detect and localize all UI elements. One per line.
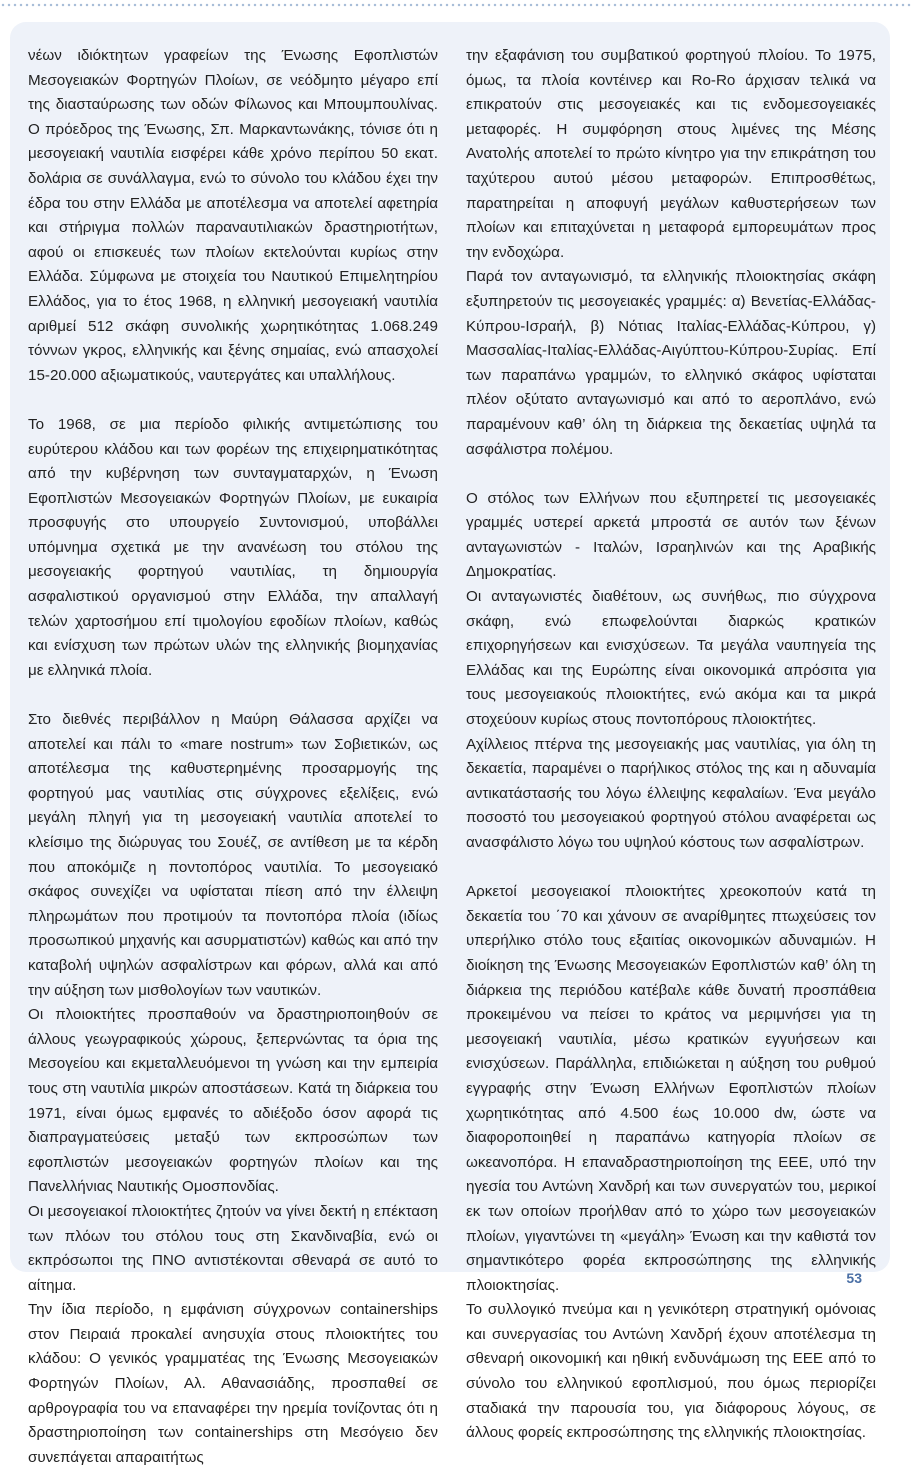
paragraph: νέων ιδιόκτητων γραφείων της Ένωσης Εφοπλιστών Μεσογειακών Φορτηγών Πλοίων, σε νεόδμητο μέγαρο επί της διασταύρωσης των οδών Φίλωνος και Μπουμπουλίνας. Ο πρόεδρος της Ένωσης, Σπ. Μαρκαντωνάκης, τόνισε ότι η μεσογειακή ναυτιλία εισφέρει κάθε χρόνο περίπου 50 εκατ. δολάρια σε συνάλλαγμα, ενώ το σύνολο του κλάδου έχει την έδρα του στην Ελλάδα με αποτέλεσμα να αποτελεί αφετηρία και στήριγμα πολλών παραναυτιλιακών δραστηριοτήτων, αφού οι επισκευές των πλοίων εκτελούνται κυρίως στην Ελλάδα. Σύμφωνα με στοιχεία του Ναυτικού Επιμελητηρίου Ελλάδος, για το έτος 1968, η ελληνική μεσογειακή ναυτιλία αριθμεί 512 σκάφη συνολικής χωρητικότητας 1.068.249 τόννων γκρος, ελληνικής και ξένης σημαίας, ενώ απασχολεί 15-20.000 αξιωματικούς, ναυτεργάτες και υπαλλήλους. — [28, 47, 438, 384]
paragraph: Το συλλογικό πνεύμα και η γενικότερη στρατηγική ομόνοιας και συνεργασίας του Αντώνη Χανδρή έχουν αποτέλεσμα τη σθεναρή οικονομική και ηθική ενδυνάμωση της ΕΕΕ από το σύνολο του ελληνικού εφοπλισμού, που όμως περιορίζει σταδιακά την παρουσία του, για διάφορους λόγους, σε άλλους φορείς εκπροσώπησης της ελληνικής πλοιοκτησίας. — [466, 1301, 876, 1442]
right-column — [466, 44, 876, 1446]
paragraph: Την ίδια περίοδο, η εμφάνιση σύγχρονων containerships στον Πειραιά προκαλεί ανησυχία στους πλοιοκτήτες του κλάδου: Ο γενικός γραμματέας της Ένωσης Μεσογειακών Φορτηγών Πλοίων, Αλ. Αθανασιάδης, προσπαθεί σε αρθρογραφία του να επαναφέρει την ηρεμία τονίζοντας ότι η δραστηριοποίηση των containerships στη Μεσόγειο δεν συνεπάγεται απαραιτήτως — [28, 1301, 438, 1466]
top-dotted-rule — [0, 3, 911, 7]
paragraph: Οι πλοιοκτήτες προσπαθούν να δραστηριοποιηθούν σε άλλους γεωγραφικούς χώρους, ξεπερνώντας τα όρια της Μεσογείου και εκμεταλλευόμενοι τη γνώση και την εμπειρία τους στη ναυτιλία μικρών αποστάσεων. Κατά τη διάρκεια του 1971, είναι όμως εμφανές το αδιέξοδο όσον αφορά τις διαπραγματεύσεις μεταξύ των εκπροσώπων των εφοπλιστών μεσογειακών φορτηγών πλοίων και της Πανελλήνιας Ναυτικής Ομοσπονδίας. — [28, 1006, 438, 1196]
left-column — [28, 44, 438, 1470]
paragraph: Οι ανταγωνιστές διαθέτουν, ως συνήθως, πιο σύγχρονα σκάφη, ενώ επωφελούνται διαρκώς κρατικών επιχορηγήσεων και ενισχύσεων. Τα μεγάλα ναυπηγεία της Ελλάδας και της Ευρώπης είναι οικονομικά απρόσιτα για τους μεσογειακούς πλοιοκτήτες, ενώ ακόμα και τα μικρά στοχεύουν κυρίως στους ποντοπόρους πλοιοκτήτες. — [466, 588, 876, 729]
paragraph: Το 1968, σε μια περίοδο φιλικής αντιμετώπισης του ευρύτερου κλάδου και των φορέων της επιχειρηματικότητας από την κυβέρνηση των συνταγματαρχών, η Ένωση Εφοπλιστών Μεσογειακών Φορτηγών Πλοίων, με ευκαιρία προσφυγής στο υπουργείο Συντονισμού, υποβάλλει υπόμνημα σχετικά με την ανανέωση του στόλου της μεσογειακής φορτηγού ναυτιλίας, τη δημιουργία ασφαλιστικού οργανισμού στην Ελλάδα, την απαλλαγή τελών χαρτοσήμου επί τιμολογίου εφοδίων πλοίων, καθώς και ενίσχυση των πρώτων υλών της ελληνικής βιομηχανίας με ελληνικά πλοία. — [28, 415, 438, 679]
paragraph: Οι μεσογειακοί πλοιοκτήτες ζητούν να γίνει δεκτή η επέκταση των πλόων του στόλου τους στη Σκανδιναβία, ενώ οι εκπρόσωποι της ΠΝΟ αντιστέκονται σθεναρά σε αυτό το αίτημα. — [28, 1202, 438, 1294]
paragraph: την εξαφάνιση του συμβατικού φορτηγού πλοίου. Το 1975, όμως, τα πλοία κοντέινερ και Ro-Ro άρχισαν τελικά να επικρατούν στις μεσογειακές και τις ενδομεσογειακές μεταφορές. Η συμφόρηση στους λιμένες της Μέσης Ανατολής αποτελεί το πρώτο κίνητρο για την επικράτηση του ταχύτερου αυτού μέσου μεταφορών. Επιπροσθέτως, παρατηρείται η αποφυγή μεγάλων καθυστερήσεων των πλοίων και επιταχύνεται η μεταφορά εμπορευμάτων προς την ενδοχώρα. — [466, 47, 876, 261]
paragraph: Ο στόλος των Ελλήνων που εξυπηρετεί τις μεσογειακές γραμμές υστερεί αρκετά μπροστά σε αυτόν των ξένων ανταγωνιστών - Ιταλών, Ισραηλινών και της Αραβικής Δημοκρατίας. — [466, 489, 876, 581]
paragraph: Στο διεθνές περιβάλλον η Μαύρη Θάλασσα αρχίζει να αποτελεί και πάλι το «mare nostrum» των Σοβιετικών, ως αποτέλεσμα της καθυστερημένης προσαρμογής της φορτηγού μας ναυτιλίας στις σύγχρονες εξελίξεις, ενώ μεγάλη πληγή για τη μεσογειακή ναυτιλία αποτελεί το κλείσιμο της διώρυγας του Σουέζ, σε αντίθεση με τα κέρδη που αποκόμιζε η ποντοπόρος ναυτιλία. Το μεσογειακό σκάφος συνεχίζει να υφίσταται πίεση από την έλλειψη πληρωμάτων που προτιμούν τα ποντοπόρα πλοία (ιδίως προσωπικού μηχανής και ασυρματιστών) καθώς και από την καταβολή υψηλών ασφαλίστρων και φόρων, αλλά και από την αύξηση των μισθολογίων των ναυτικών. — [28, 711, 438, 999]
paragraph: Παρά τον ανταγωνισμό, τα ελληνικής πλοιοκτησίας σκάφη εξυπηρετούν τις μεσογειακές γραμμές: α) Βενετίας-Ελλάδας-Κύπρου-Ισραήλ, β) Νότιας Ιταλίας-Ελλάδας-Κύπρου, γ) Μασσαλίας-Ιταλίας-Ελλάδας-Αιγύπτου-Κύπρου-Συρίας. Επί των παραπάνω γραμμών, το ελληνικό σκάφος υφίσταται πλέον οξύτατο ανταγωνισμό και από το αεροπλάνο, ενώ παραμένουν καθ’ όλη τη διάρκεια της δεκαετίας υψηλά τα ασφάλιστρα πολέμου. — [466, 268, 876, 458]
paragraph: Αχίλλειος πτέρνα της μεσογειακής μας ναυτιλίας, για όλη τη δεκαετία, παραμένει ο παρήλικος στόλος της και η αδυναμία αντικατάστασής του λόγω έλλειψης κεφαλαίων. Ένα μεγάλο ποσοστό του μεσογειακού φορτηγού στόλου αναφέρεται ως ανασφάλιστο λόγω του υψηλού κόστους των ασφαλίστρων. — [466, 735, 876, 851]
paragraph: Αρκετοί μεσογειακοί πλοιοκτήτες χρεοκοπούν κατά τη δεκαετία του ΄70 και χάνουν σε αναρίθμητες πτωχεύσεις τον υπερήλικο στόλο τους εξαιτίας οικονομικών αδυναμιών. Η διοίκηση της Ένωσης Μεσογειακών Εφοπλιστών καθ’ όλη τη διάρκεια της περιόδου κατέβαλε κάθε δυνατή προσπάθεια προκειμένου να πείσει το κράτος να μεριμνήσει για τη μεσογειακή ναυτιλία, μέσω κρατικών εγγυήσεων και ενισχύσεων. Παράλληλα, επιδιώκεται η αύξηση του ρυθμού εγγραφής στην Ένωση Ελλήνων Εφοπλιστών πλοίων χωρητικότητας από 4.500 έως 10.000 dw, ώστε να διαφοροποιηθεί η παραπάνω κατηγορία πλοίων σε ωκεανοπόρα. Η επαναδραστηριοποίηση της ΕΕΕ, υπό την ηγεσία του Αντώνη Χανδρή και των συνεργατών του, μερικοί εκ των οποίων προήλθαν από το χώρο των μεσογειακών πλοίων, γιγαντώνει τη «μεγάλη» Ένωση και την καθιστά τον σημαντικότερο φορέα εκπροσώπησης της ελληνικής πλοιοκτησίας. — [466, 883, 876, 1294]
page-number: 53 — [846, 1270, 862, 1286]
